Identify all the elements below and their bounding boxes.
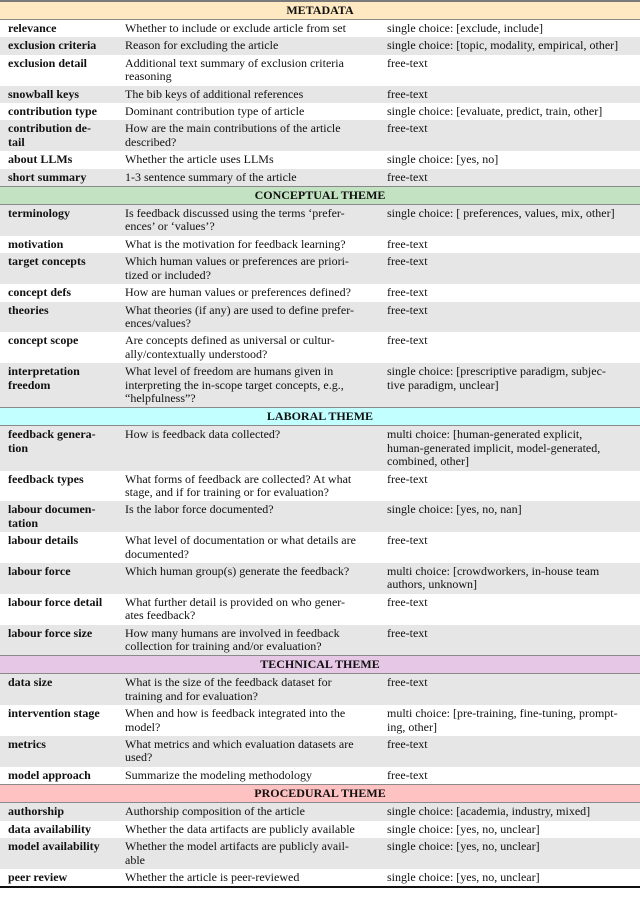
- answer-type-cell-line: free-text: [387, 737, 428, 752]
- table-row: [0, 532, 640, 563]
- field-name-cell-line: labour force size: [8, 625, 93, 640]
- field-name-cell: [0, 304, 125, 317]
- field-name-cell: [0, 334, 125, 347]
- section-header-conceptual: CONCEPTUAL THEME: [0, 186, 640, 205]
- answer-type-cell-line: tive paradigm, unclear]: [387, 377, 499, 392]
- description-cell-line: What level of freedom are humans given in: [125, 364, 334, 379]
- answer-type-cell: [387, 473, 640, 486]
- answer-type-cell: [387, 334, 640, 347]
- field-name-cell-line: model availability: [8, 839, 100, 854]
- description-cell: [125, 57, 387, 84]
- description-cell-line: Whether to include or exclude article from set: [125, 21, 346, 35]
- answer-type-cell-line: free-text: [387, 302, 428, 317]
- description-cell: [125, 676, 387, 703]
- table-caption-cutoff: [0, 894, 640, 908]
- field-name-cell: [0, 57, 125, 70]
- table-row: [0, 284, 640, 301]
- answer-type-cell-line: single choice: [yes, no]: [387, 152, 499, 167]
- description-cell-line: ates feedback?: [125, 608, 196, 623]
- answer-type-cell: [387, 207, 640, 220]
- description-cell: [125, 304, 387, 331]
- answer-type-cell-line: multi choice: [crowdworkers, in-house team: [387, 564, 600, 578]
- description-cell: [125, 365, 387, 405]
- table-row: [0, 332, 640, 363]
- field-name-cell-line: concept defs: [8, 285, 71, 300]
- description-cell-line: What is the motivation for feedback learning?: [125, 236, 346, 251]
- answer-type-cell-line: single choice: [exclude, include]: [387, 21, 543, 35]
- table-row: [0, 253, 640, 284]
- description-cell-line: What further detail is provided on who gener-: [125, 594, 346, 609]
- answer-type-cell-line: single choice: [yes, no, unclear]: [387, 839, 540, 854]
- description-cell: [125, 473, 387, 500]
- field-name-cell-line: exclusion criteria: [8, 38, 97, 53]
- answer-type-cell: [387, 22, 640, 35]
- description-cell-line: training and for evaluation?: [125, 688, 258, 703]
- description-cell: [125, 286, 387, 299]
- answer-type-cell-line: free-text: [387, 767, 428, 782]
- field-name-cell-line: concept scope: [8, 333, 79, 348]
- answer-type-cell-line: human-generated implicit, model-generated,: [387, 440, 601, 455]
- field-name-cell-line: peer review: [8, 869, 68, 884]
- description-cell: [125, 627, 387, 654]
- table-row: [0, 736, 640, 767]
- field-name-cell-line: short summary: [8, 169, 87, 184]
- description-cell-line: How is feedback data collected?: [125, 427, 281, 442]
- field-name-cell: [0, 238, 125, 251]
- field-name-cell: [0, 207, 125, 220]
- description-cell-line: What theories (if any) are used to define prefer-: [125, 302, 354, 317]
- field-name-cell-line: labour details: [8, 533, 79, 548]
- field-name-cell: [0, 153, 125, 166]
- field-name-cell-line: authorship: [8, 804, 65, 819]
- answer-type-cell: [387, 238, 640, 251]
- table-body: [0, 2, 640, 886]
- answer-type-cell-line: single choice: [yes, no, unclear]: [387, 869, 540, 884]
- description-cell-line: documented?: [125, 546, 189, 561]
- description-cell: [125, 596, 387, 623]
- answer-type-cell-line: free-text: [387, 471, 428, 486]
- table-row: [0, 120, 640, 151]
- description-cell-line: Whether the article is peer-reviewed: [125, 869, 300, 884]
- field-name-cell-line: interpretation: [8, 364, 80, 379]
- table-row: [0, 302, 640, 333]
- answer-type-cell: [387, 565, 640, 592]
- description-cell-line: The bib keys of additional references: [125, 86, 304, 101]
- table-row: [0, 869, 640, 886]
- description-cell-line: Authorship composition of the article: [125, 804, 305, 819]
- answer-type-cell: [387, 286, 640, 299]
- answer-type-cell: [387, 153, 640, 166]
- description-cell: [125, 805, 387, 818]
- description-cell-line: 1-3 sentence summary of the article: [125, 169, 297, 184]
- field-name-cell-line: tail: [8, 134, 25, 149]
- description-cell-line: Which human group(s) generate the feedback?: [125, 564, 350, 578]
- answer-type-cell: [387, 676, 640, 689]
- description-cell-line: tized or included?: [125, 267, 211, 282]
- description-cell-line: How many humans are involved in feedback: [125, 625, 340, 640]
- answer-type-cell-line: free-text: [387, 533, 428, 548]
- description-cell: [125, 707, 387, 734]
- table-row: [0, 236, 640, 253]
- field-name-cell: [0, 840, 125, 853]
- field-name-cell-line: model approach: [8, 767, 91, 782]
- description-cell-line: collection for training and/or evaluation?: [125, 639, 322, 654]
- field-name-cell-line: metrics: [8, 737, 46, 752]
- answer-type-cell-line: single choice: [topic, modality, empirical, other]: [387, 38, 619, 53]
- field-name-cell: [0, 769, 125, 782]
- field-name-cell-line: data availability: [8, 821, 92, 836]
- description-cell-line: ally/contextually understood?: [125, 346, 268, 361]
- table-row: [0, 20, 640, 37]
- answer-type-cell-line: single choice: [evaluate, predict, train, other]: [387, 104, 603, 119]
- table-row: [0, 625, 640, 656]
- field-name-cell: [0, 105, 125, 118]
- table-row: [0, 363, 640, 407]
- description-cell-line: Is feedback discussed using the terms ‘prefer-: [125, 206, 345, 221]
- answer-type-cell-line: single choice: [yes, no, nan]: [387, 502, 522, 517]
- table-row: [0, 803, 640, 820]
- answer-type-cell-line: free-text: [387, 285, 428, 300]
- field-name-cell-line: intervention stage: [8, 706, 100, 721]
- answer-type-cell-line: free-text: [387, 55, 428, 70]
- description-cell-line: Whether the article uses LLMs: [125, 152, 274, 167]
- field-name-cell-line: feedback types: [8, 471, 84, 486]
- table-row: [0, 151, 640, 168]
- table-row: [0, 501, 640, 532]
- answer-type-cell-line: authors, unknown]: [387, 577, 477, 592]
- table-row: [0, 37, 640, 54]
- description-cell: [125, 738, 387, 765]
- table-bottom-rule: [0, 886, 640, 888]
- section-header-technical: TECHNICAL THEME: [0, 655, 640, 674]
- field-name-cell-line: target concepts: [8, 254, 86, 269]
- description-cell-line: What metrics and which evaluation datasets are: [125, 737, 354, 752]
- table-row: [0, 674, 640, 705]
- description-cell: [125, 238, 387, 251]
- field-name-cell-line: contribution de-: [8, 121, 92, 136]
- answer-type-cell: [387, 627, 640, 640]
- section-header-metadata: METADATA: [0, 2, 640, 20]
- description-cell-line: Are concepts defined as universal or cultur-: [125, 333, 335, 348]
- description-cell-line: ences/values?: [125, 315, 191, 330]
- description-cell: [125, 207, 387, 234]
- field-name-cell: [0, 534, 125, 547]
- description-cell-line: What is the size of the feedback dataset for: [125, 675, 332, 690]
- answer-type-cell-line: single choice: [academia, industry, mixed]: [387, 804, 591, 819]
- answer-type-cell: [387, 255, 640, 268]
- field-name-cell: [0, 805, 125, 818]
- table-row: [0, 471, 640, 502]
- field-name-cell-line: data size: [8, 675, 53, 690]
- answer-type-cell-line: single choice: [ preferences, values, mix, other]: [387, 206, 615, 221]
- field-name-cell: [0, 428, 125, 455]
- answer-type-cell-line: single choice: [prescriptive paradigm, subjec-: [387, 364, 606, 379]
- field-name-cell-line: labour force detail: [8, 594, 103, 609]
- description-cell: [125, 255, 387, 282]
- field-name-cell: [0, 286, 125, 299]
- description-cell: [125, 823, 387, 836]
- description-cell-line: What level of documentation or what details are: [125, 533, 356, 548]
- table-row: [0, 426, 640, 470]
- table-row: [0, 103, 640, 120]
- description-cell-line: Dominant contribution type of article: [125, 104, 305, 119]
- field-name-cell-line: snowball keys: [8, 86, 80, 101]
- field-name-cell: [0, 676, 125, 689]
- field-name-cell: [0, 88, 125, 101]
- table-row: [0, 205, 640, 236]
- table-row: [0, 767, 640, 784]
- description-cell-line: Is the labor force documented?: [125, 502, 274, 517]
- field-name-cell-line: tion: [8, 440, 29, 455]
- description-cell-line: stage, and if for training or for evaluation?: [125, 484, 329, 499]
- field-name-cell-line: terminology: [8, 206, 70, 221]
- table-row: [0, 594, 640, 625]
- field-name-cell: [0, 707, 125, 720]
- description-cell: [125, 565, 387, 578]
- description-cell: [125, 122, 387, 149]
- answer-type-cell-line: free-text: [387, 594, 428, 609]
- description-cell: [125, 428, 387, 441]
- field-name-cell: [0, 122, 125, 149]
- answer-type-cell-line: free-text: [387, 169, 428, 184]
- field-name-cell-line: labour force: [8, 564, 71, 578]
- field-name-cell: [0, 22, 125, 35]
- description-cell-line: Summarize the modeling methodology: [125, 767, 312, 782]
- field-name-cell: [0, 871, 125, 884]
- description-cell: [125, 39, 387, 52]
- field-name-cell-line: freedom: [8, 377, 51, 392]
- field-name-cell-line: relevance: [8, 21, 57, 35]
- field-name-cell-line: contribution type: [8, 104, 98, 119]
- field-name-cell: [0, 365, 125, 392]
- answer-type-cell-line: free-text: [387, 86, 428, 101]
- answer-type-cell: [387, 304, 640, 317]
- section-header-laboral: LABORAL THEME: [0, 407, 640, 426]
- answer-type-cell: [387, 534, 640, 547]
- field-name-cell: [0, 823, 125, 836]
- field-name-cell-line: feedback genera-: [8, 427, 96, 442]
- answer-type-cell-line: free-text: [387, 121, 428, 136]
- answer-type-cell: [387, 805, 640, 818]
- answer-type-cell: [387, 503, 640, 516]
- field-name-cell: [0, 39, 125, 52]
- description-cell-line: When and how is feedback integrated into the: [125, 706, 346, 721]
- description-cell: [125, 153, 387, 166]
- field-name-cell: [0, 627, 125, 640]
- section-header-procedural: PROCEDURAL THEME: [0, 784, 640, 803]
- answer-type-cell: [387, 428, 640, 468]
- description-cell-line: interpreting the in-scope target concepts, e.g.,: [125, 377, 344, 392]
- field-name-cell-line: about LLMs: [8, 152, 73, 167]
- answer-type-cell: [387, 738, 640, 751]
- answer-type-cell: [387, 171, 640, 184]
- description-cell-line: used?: [125, 750, 153, 765]
- description-cell: [125, 769, 387, 782]
- description-cell: [125, 334, 387, 361]
- answer-type-cell: [387, 871, 640, 884]
- description-cell-line: Which human values or preferences are priori-: [125, 254, 349, 269]
- description-cell: [125, 840, 387, 867]
- description-cell-line: Whether the model artifacts are publicly avail-: [125, 839, 349, 854]
- answer-type-cell: [387, 823, 640, 836]
- description-cell-line: “helpfulness”?: [125, 390, 196, 405]
- answer-type-cell: [387, 39, 640, 52]
- answer-type-cell: [387, 769, 640, 782]
- description-cell-line: described?: [125, 134, 177, 149]
- description-cell-line: How are the main contributions of the article: [125, 121, 341, 136]
- field-name-cell: [0, 738, 125, 751]
- field-name-cell-line: tation: [8, 515, 38, 530]
- answer-type-cell-line: multi choice: [pre-training, fine-tuning, prompt-: [387, 706, 618, 721]
- answer-type-cell: [387, 707, 640, 734]
- field-name-cell: [0, 473, 125, 486]
- answer-type-cell-line: combined, other]: [387, 454, 469, 469]
- table-row: [0, 563, 640, 594]
- answer-type-cell: [387, 88, 640, 101]
- answer-type-cell-line: free-text: [387, 236, 428, 251]
- answer-type-cell: [387, 105, 640, 118]
- description-cell: [125, 871, 387, 884]
- field-name-cell: [0, 255, 125, 268]
- description-cell: [125, 534, 387, 561]
- description-cell: [125, 22, 387, 35]
- answer-type-cell-line: single choice: [yes, no, unclear]: [387, 821, 540, 836]
- description-cell-line: able: [125, 852, 145, 867]
- table-row: [0, 169, 640, 186]
- description-cell-line: ences’ or ‘values’?: [125, 219, 215, 234]
- table-row: [0, 705, 640, 736]
- answer-type-cell: [387, 365, 640, 392]
- field-name-cell: [0, 503, 125, 530]
- answer-type-cell-line: ing, other]: [387, 719, 437, 734]
- description-cell-line: What forms of feedback are collected? At what: [125, 471, 352, 486]
- table-row: [0, 838, 640, 869]
- description-cell: [125, 171, 387, 184]
- answer-type-cell-line: free-text: [387, 625, 428, 640]
- answer-type-cell-line: free-text: [387, 254, 428, 269]
- field-name-cell-line: motivation: [8, 236, 64, 251]
- answer-type-cell-line: free-text: [387, 675, 428, 690]
- table-row: [0, 55, 640, 86]
- description-cell: [125, 88, 387, 101]
- description-cell-line: How are human values or preferences defined?: [125, 285, 351, 300]
- field-name-cell-line: labour documen-: [8, 502, 96, 517]
- description-cell-line: Additional text summary of exclusion criteria: [125, 55, 344, 70]
- field-name-cell: [0, 596, 125, 609]
- answer-type-cell: [387, 122, 640, 135]
- answer-type-cell: [387, 57, 640, 70]
- answer-type-cell-line: multi choice: [human-generated explicit,: [387, 427, 583, 442]
- answer-type-cell: [387, 596, 640, 609]
- description-cell-line: Reason for excluding the article: [125, 38, 279, 53]
- description-cell-line: Whether the data artifacts are publicly available: [125, 821, 355, 836]
- description-cell-line: model?: [125, 719, 161, 734]
- table-row: [0, 86, 640, 103]
- field-name-cell: [0, 565, 125, 578]
- field-name-cell: [0, 171, 125, 184]
- description-cell-line: reasoning: [125, 69, 172, 84]
- description-cell: [125, 105, 387, 118]
- field-name-cell-line: exclusion detail: [8, 55, 88, 70]
- answer-type-cell-line: free-text: [387, 333, 428, 348]
- description-cell: [125, 503, 387, 516]
- field-name-cell-line: theories: [8, 302, 49, 317]
- answer-type-cell: [387, 840, 640, 853]
- table-row: [0, 821, 640, 838]
